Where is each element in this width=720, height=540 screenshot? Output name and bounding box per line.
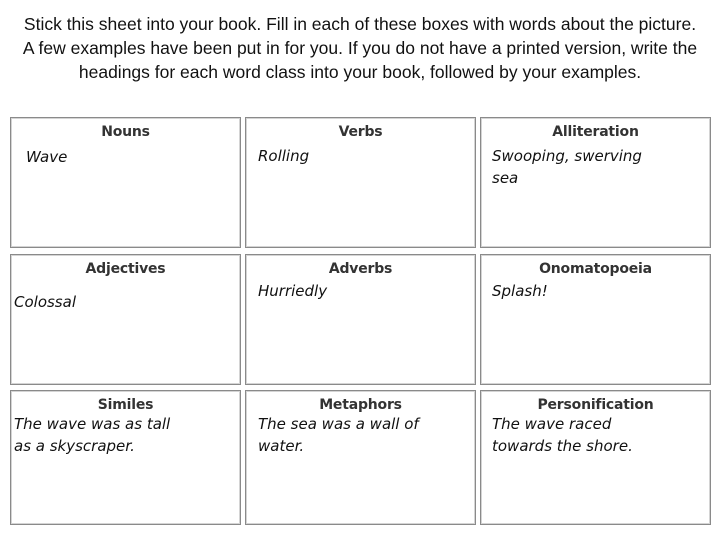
box-heading: Alliteration [552,124,639,140]
box-heading: Verbs [338,124,383,140]
nouns-box [10,117,241,248]
box-heading: Adverbs [328,261,393,277]
box-example: The sea was a wall of water. [258,415,419,455]
box-heading: Adjectives [85,261,166,277]
instructions-text: Stick this sheet into your book. Fill in each of these boxes with words about the picture. A few examples have been put in for you. If you do not have a printed version, write the headings for each word class into your book, followed by your examples. [22,14,698,82]
box-heading: Similes [97,397,154,413]
box-heading: Personification [537,397,654,413]
box-example: Swooping, swerving sea [492,147,642,187]
box-heading: Nouns [101,124,150,140]
box-example: Wave [26,148,68,166]
personification-box [480,390,711,525]
metaphors-box [245,390,476,525]
verbs-box [245,117,476,248]
adjectives-box [10,254,241,385]
alliteration-box [480,117,711,248]
box-example: The wave raced towards the shore. [492,415,633,455]
box-heading: Metaphors [319,397,402,413]
onomatopoeia-box [480,254,711,385]
box-example: Hurriedly [258,282,328,300]
box-heading: Onomatopoeia [539,261,652,277]
box-example: The wave was as tall as a skyscraper. [14,415,171,455]
box-example: Splash! [492,282,548,300]
adverbs-box [245,254,476,385]
box-example: Colossal [14,293,76,311]
box-example: Rolling [258,147,310,165]
similes-box [10,390,241,525]
